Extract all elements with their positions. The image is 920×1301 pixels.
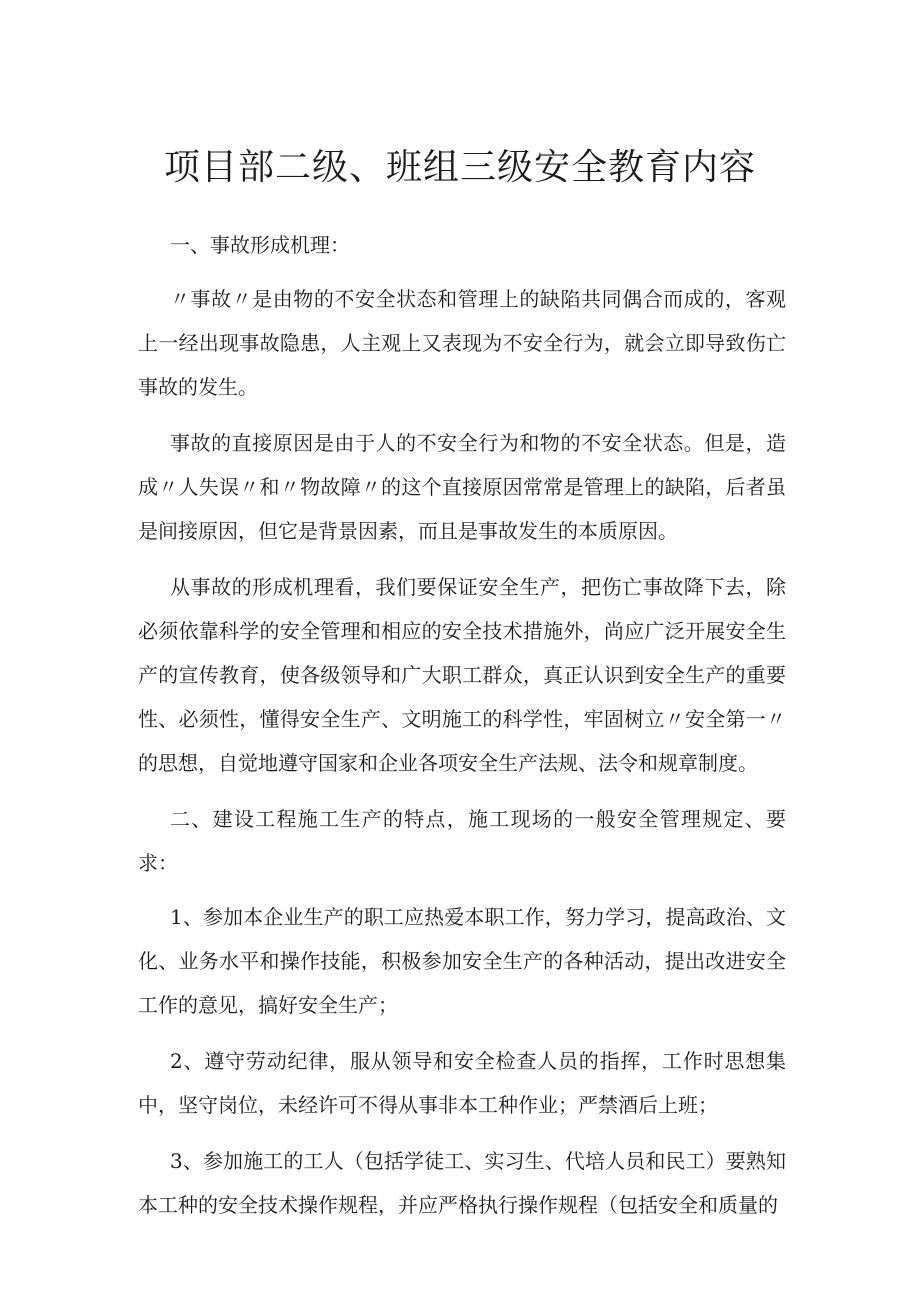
paragraph: 〃事故〃是由物的不安全状态和管理上的缺陷共同偶合而成的，客观上一经出现事故隐患，人主观上又表现为不安全行为，就会立即导致伤亡事故的发生。 <box>138 287 786 399</box>
section-heading: 二、建设工程施工生产的特点，施工现场的一般安全管理规定、要求： <box>138 807 786 875</box>
paragraph: 事故的直接原因是由于人的不安全行为和物的不安全状态。但是，造成〃人失误〃和〃物故障〃的这个直接原因常常是管理上的缺陷，后者虽是间接原因，但它是背景因素，而且是事故发生的本质原因。 <box>138 431 786 543</box>
document-body <box>138 223 786 1239</box>
list-item: 2、遵守劳动纪律，服从领导和安全检查人员的指挥，工作时思想集中，坚守岗位，未经许可不得从事非本工种作业；严禁酒后上班； <box>138 1049 786 1117</box>
list-item: 3、参加施工的工人（包括学徒工、实习生、代培人员和民工）要熟知本工种的安全技术操作规程，并应严格执行操作规程（包括安全和质量的 <box>138 1149 786 1217</box>
paragraph: 从事故的形成机理看，我们要保证安全生产，把伤亡事故降下去，除必须依靠科学的安全管理和相应的安全技术措施外，尚应广泛开展安全生产的宣传教育，使各级领导和广大职工群众，真正认识到安全生产的重要性、必须性，懂得安全生产、文明施工的科学性，牢固树立〃安全第一〃的思想，自觉地遵守国家和企业各项安全生产法规、法令和规章制度。 <box>138 575 786 775</box>
document-title: 项目部二级、班组三级安全教育内容 <box>163 147 756 188</box>
list-item: 1、参加本企业生产的职工应热爱本职工作，努力学习，提高政治、文化、业务水平和操作技能，积极参加安全生产的各种活动，提出改进安全工作的意见，搞好安全生产； <box>138 905 786 1017</box>
section-heading: 一、事故形成机理： <box>170 233 350 257</box>
